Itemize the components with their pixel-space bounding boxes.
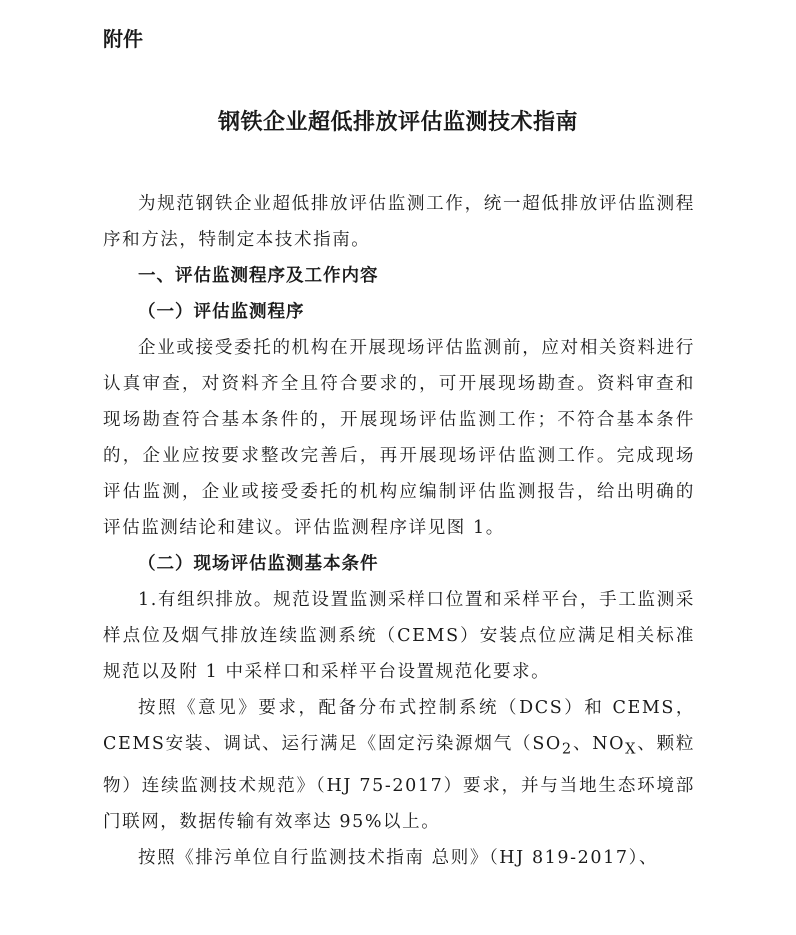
- annex-label: 附件: [103, 27, 143, 51]
- cems-requirement-paragraph: [103, 690, 695, 840]
- section-heading-1: 一、评估监测程序及工作内容: [138, 266, 379, 286]
- document-body: [103, 186, 695, 876]
- organized-emission-paragraph: 1.有组织排放。规范设置监测采样口位置和采样平台，手工监测采样点位及烟气排放连续监测系统（CEMS）安装点位应满足相关标准规范以及附 1 中采样口和采样平台设置规范化要求。: [103, 590, 695, 682]
- cems-text-part2: 、NO: [572, 734, 626, 754]
- nox-subscript: X: [625, 740, 638, 758]
- document-title: 钢铁企业超低排放评估监测技术指南: [217, 110, 578, 135]
- cems-text-part1: 按照《意见》要求，配备分布式控制系统（DCS）和 CEMS，CEMS安装、调试、运行满足《固定污染源烟气（SO: [103, 698, 695, 754]
- procedure-paragraph: 企业或接受委托的机构在开展现场评估监测前，应对相关资料进行认真审查，对资料齐全且符合要求的，可开展现场勘查。资料审查和现场勘查符合基本条件的，开展现场评估监测工作；不符合基本条件的，企业应按要求整改完善后，再开展现场评估监测工作。完成现场评估监测，企业或接受委托的机构应编制评估监测报告，给出明确的评估监测结论和建议。评估监测程序详见图 1。: [103, 338, 695, 538]
- so2-subscript: 2: [561, 740, 573, 758]
- cems-text-part3: 、颗粒物）连续监测技术规范》（HJ 75-2017）要求，并与当地生态环境部门联网，数据传输有效率达 95%以上。: [103, 734, 695, 832]
- subsection-heading-1: （一）评估监测程序: [138, 302, 305, 322]
- self-monitoring-paragraph: 按照《排污单位自行监测技术指南 总则》（HJ 819-2017）、: [138, 847, 659, 868]
- intro-paragraph: 为规范钢铁企业超低排放评估监测工作，统一超低排放评估监测程序和方法，特制定本技术指南。: [103, 194, 695, 250]
- subsection-heading-2: （二）现场评估监测基本条件: [138, 554, 379, 574]
